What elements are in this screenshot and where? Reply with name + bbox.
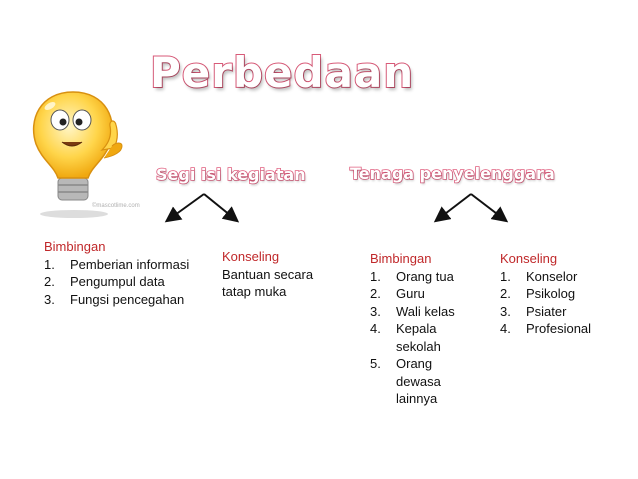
branch-label-tenaga: Tenaga penyelenggara (350, 164, 555, 183)
column-heading: Konseling (222, 249, 280, 264)
arrow-segi-left (168, 194, 204, 220)
column-text: Bantuan secara tatap muka (222, 266, 314, 299)
segi-bimbingan-column (44, 238, 204, 308)
tenaga-bimbingan-column (370, 250, 466, 408)
list-item: 2. Guru (370, 286, 425, 301)
list-item: 2. Pengumpul data (44, 274, 165, 289)
segi-konseling-column (222, 248, 322, 301)
column-heading: Konseling (500, 251, 558, 266)
list-item: 4. Profesional (500, 321, 592, 336)
list-item: 3. Fungsi pencegahan (44, 291, 185, 307)
list-item: 3. Wali kelas (370, 303, 455, 319)
branch-label-segi: Segi isi kegiatan (156, 165, 306, 184)
tenaga-konseling-column (500, 250, 620, 338)
watermark: ©mascotlime.com (92, 203, 140, 209)
list-item: 3. Psiater (500, 303, 567, 319)
column-heading: Bimbingan (44, 239, 106, 254)
list-item: 1. Konselor (500, 268, 578, 284)
arrow-segi-right (204, 194, 236, 220)
list-item: 1. Orang tua (370, 268, 454, 284)
list-item: 4. Kepala sekolah (370, 321, 441, 354)
arrow-tenaga-right (471, 194, 505, 220)
list-item: 1. Pemberian informasi (44, 256, 190, 272)
arrow-tenaga-left (437, 194, 471, 220)
list-item: 2. Psikolog (500, 286, 576, 301)
column-heading: Bimbingan (370, 251, 432, 266)
list-item: 5. Orang dewasa lainnya (370, 356, 441, 406)
page-title: Perbedaan (150, 48, 415, 97)
